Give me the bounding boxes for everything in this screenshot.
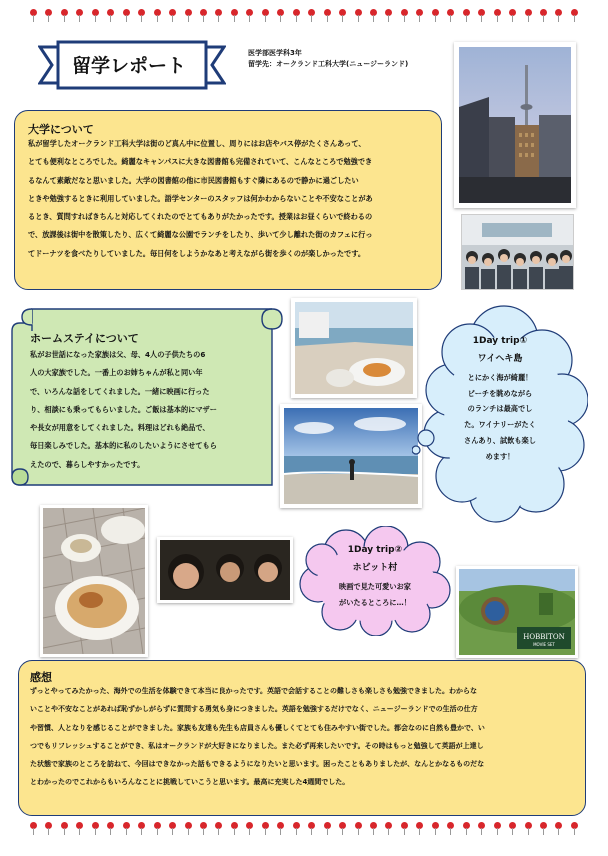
trip2-text-line: 映画で見た可愛いお家 — [339, 582, 411, 591]
pushpin-icon — [555, 822, 562, 836]
pushpin-icon — [385, 9, 392, 23]
trip1-text-line: のランチは最高でし — [467, 404, 533, 414]
pushpin-icon — [385, 822, 392, 836]
university-text-line: てドーナツを食べたりしていました。毎日何をしようかなあと考えながら街を歩くのが楽しかったです。 — [28, 248, 366, 258]
pushpin-icon — [200, 9, 207, 23]
university-text-line: で、放課後は街中を散策したり、広くて綺麗な公園でランチをしたり、歩いて少し離れた街のカフェに行っ — [28, 230, 373, 240]
homestay-text-line: えたので、暮らしやすかったです。 — [30, 459, 145, 469]
trip2-text — [320, 541, 430, 610]
pushpin-icon — [355, 9, 362, 23]
pushpin-icon — [107, 9, 114, 23]
pushpin-icon — [262, 9, 269, 23]
hobbiton-photo — [459, 569, 575, 655]
pushpin-icon — [293, 822, 300, 836]
trip1-text-line: とにかく海が綺麗！ — [467, 373, 533, 382]
university-text-line: とても便利なところでした。綺麗なキャンパスに大きな図書館も完備されていて、こんなところで勉強でき — [28, 157, 373, 167]
pushpin-icon — [45, 9, 52, 23]
university-text-line: ときや勉強するときに利用していました。語学センターのスタッフは何かわからないことや不安なことがあ — [28, 193, 373, 203]
pushpin-icon — [200, 822, 207, 836]
pushpin-icon — [463, 822, 470, 836]
trip2-text-line: がいたるところに…！ — [339, 597, 411, 607]
impressions-heading: 感想 — [30, 671, 52, 684]
impressions-text-line: ずっとやってみたかった、海外での生活を体験できて本当に良かったです。英語で会話することの難しさも楽しさも勉強できました。わからな — [30, 687, 478, 695]
city-photo-frame — [454, 42, 576, 208]
hobbiton-sign-sub: MOVIE SET — [533, 642, 555, 647]
pushpin-icon — [277, 822, 284, 836]
auckland-city-photo — [459, 47, 571, 203]
trip2-subtitle: ホビット村 — [352, 563, 398, 573]
study-destination: 留学先：オークランド工科大学(ニュージーランド) — [248, 60, 409, 68]
pushpin-icon — [324, 9, 331, 23]
beach-photo-frame — [280, 404, 422, 508]
impressions-text-line: た状態で家族のところを訪ねて、今回はできなかった話もできるようになりたいと思います。困ったこともありましたが、なんとかなるものだな — [30, 760, 485, 769]
pushpin-icon — [107, 822, 114, 836]
pushpin-icon — [92, 9, 99, 23]
pushpin-icon — [463, 9, 470, 23]
pushpin-icon — [169, 9, 176, 23]
bottom-pin-border — [30, 822, 578, 836]
pushpin-icon — [169, 822, 176, 836]
homestay-text-line: 私がお世話になった家族は父、母、4人の子供たちの6 — [30, 350, 206, 359]
pushpin-icon — [231, 9, 238, 23]
friends-photo — [160, 540, 290, 600]
pushpin-icon — [432, 822, 439, 836]
impressions-text-line: いことや不安なことがあれば恥ずかしがらずに質問する勇気も身につきました。英語を勉強するだけでなく、ニュージーランドでの生活の仕方 — [30, 705, 478, 714]
pushpin-icon — [123, 822, 130, 836]
impressions-body — [30, 682, 584, 792]
pushpin-icon — [571, 822, 578, 836]
homestay-heading: ホームステイについて — [30, 332, 139, 345]
pushpin-icon — [339, 822, 346, 836]
pushpin-icon — [478, 9, 485, 23]
student-info — [248, 48, 408, 70]
pushpin-icon — [215, 9, 222, 23]
pushpin-icon — [571, 9, 578, 23]
pushpin-icon — [494, 822, 501, 836]
food-photo-frame — [40, 505, 148, 657]
homestay-text-line: 毎日楽しみでした。基本的に私のしたいようにさせてもら — [30, 441, 217, 451]
pushpin-icon — [509, 9, 516, 23]
group-photo — [461, 214, 574, 290]
pushpin-icon — [185, 822, 192, 836]
pushpin-icon — [246, 9, 253, 23]
trip1-subtitle: ワイヘキ島 — [477, 354, 523, 364]
pushpin-icon — [246, 822, 253, 836]
hobbiton-sign: HOBBITON — [523, 633, 565, 641]
pushpin-icon — [61, 9, 68, 23]
pushpin-icon — [92, 822, 99, 836]
pushpin-icon — [76, 822, 83, 836]
pushpin-icon — [123, 9, 130, 23]
pushpin-icon — [525, 822, 532, 836]
homestay-body — [30, 346, 280, 474]
pushpin-icon — [525, 9, 532, 23]
trip1-title: 1Day trip① — [472, 336, 528, 346]
pushpin-icon — [30, 9, 37, 23]
pushpin-icon — [447, 9, 454, 23]
page-title: 留学レポート — [71, 55, 186, 77]
university-body — [28, 135, 440, 263]
pushpin-icon — [432, 9, 439, 23]
pushpin-icon — [154, 822, 161, 836]
trip1-text-line: めます！ — [485, 451, 515, 461]
top-pin-border — [30, 9, 578, 23]
pushpin-icon — [478, 822, 485, 836]
pushpin-icon — [215, 822, 222, 836]
pushpin-icon — [416, 9, 423, 23]
pushpin-icon — [231, 822, 238, 836]
university-text-line: 私が留学したオークランド工科大学は街のど真ん中に位置し、周りにはお店やバス停がたくさんあって、 — [28, 139, 366, 148]
waiheke-beach-photo — [284, 408, 418, 504]
pushpin-icon — [138, 9, 145, 23]
pushpin-icon — [416, 822, 423, 836]
pushpin-icon — [401, 9, 408, 23]
pushpin-icon — [494, 9, 501, 23]
impressions-text-line: とわかったのでこれからもいろんなことに挑戦していこうと思います。最高に充実した4週間でした。 — [30, 778, 350, 787]
pushpin-icon — [370, 9, 377, 23]
trip1-text — [448, 332, 552, 464]
pushpin-icon — [555, 9, 562, 23]
pushpin-icon — [540, 822, 547, 836]
pushpin-icon — [324, 822, 331, 836]
pushpin-icon — [185, 9, 192, 23]
homestay-dinner-photo — [43, 508, 145, 654]
impressions-text-line: や習慣、人となりを感じることができました。家族も友達も先生も店員さんも優しくてとても住みやすい街でした。都会なのに自然も豊かで、い — [30, 723, 485, 732]
pushpin-icon — [76, 9, 83, 23]
pushpin-icon — [540, 9, 547, 23]
pushpin-icon — [370, 822, 377, 836]
pushpin-icon — [339, 9, 346, 23]
pushpin-icon — [293, 9, 300, 23]
student-year: 医学部医学科3年 — [248, 49, 302, 57]
pushpin-icon — [447, 822, 454, 836]
trip2-title: 1Day trip② — [347, 545, 403, 555]
homestay-text-line: や長女が用意をしてくれました。料理はどれも絶品で、 — [30, 423, 210, 433]
homestay-text-line: り、相談にも乗ってもらいました。ご飯は基本的にマザー — [30, 404, 217, 414]
trip1-text-line: た。ワイナリーがたく — [464, 420, 536, 430]
pushpin-icon — [61, 822, 68, 836]
pushpin-icon — [308, 822, 315, 836]
pushpin-icon — [45, 822, 52, 836]
pushpin-icon — [262, 822, 269, 836]
university-heading: 大学について — [28, 123, 94, 136]
pushpin-icon — [30, 822, 37, 836]
pushpin-icon — [509, 822, 516, 836]
pushpin-icon — [355, 822, 362, 836]
university-text-line: るとき、質問すればきちんと対応してくれたのでとてもありがたかったです。授業はお昼くらいで終わるの — [28, 212, 373, 222]
university-text-line: るなんて素敵だなと思いました。大学の図書館の他に市民図書館もすぐ隣にあるので静かに過ごしたい — [28, 175, 359, 185]
trip1-text-line: ビーチを眺めながら — [467, 388, 533, 398]
pushpin-icon — [308, 9, 315, 23]
pushpin-icon — [277, 9, 284, 23]
impressions-text-line: つでもリフレッシュすることができ、私はオークランドが大好きになりました。また必ず再来したいです。その時はもっと勉強して英語が上達し — [30, 741, 484, 750]
hobbiton-photo-frame — [456, 566, 578, 658]
homestay-text-line: で、いろんな話をしてくれました。一緒に映画に行った — [30, 386, 210, 396]
homestay-text-line: 人の大家族でした。一番上のお姉ちゃんが私と同い年 — [30, 368, 203, 378]
pushpin-icon — [154, 9, 161, 23]
trip1-text-line: さんあり、試飲も楽し — [464, 435, 536, 445]
beach-lunch-photo — [295, 302, 413, 394]
friends-photo-frame — [157, 537, 293, 603]
lunch-photo-frame — [291, 298, 417, 398]
pushpin-icon — [138, 822, 145, 836]
pushpin-icon — [401, 822, 408, 836]
